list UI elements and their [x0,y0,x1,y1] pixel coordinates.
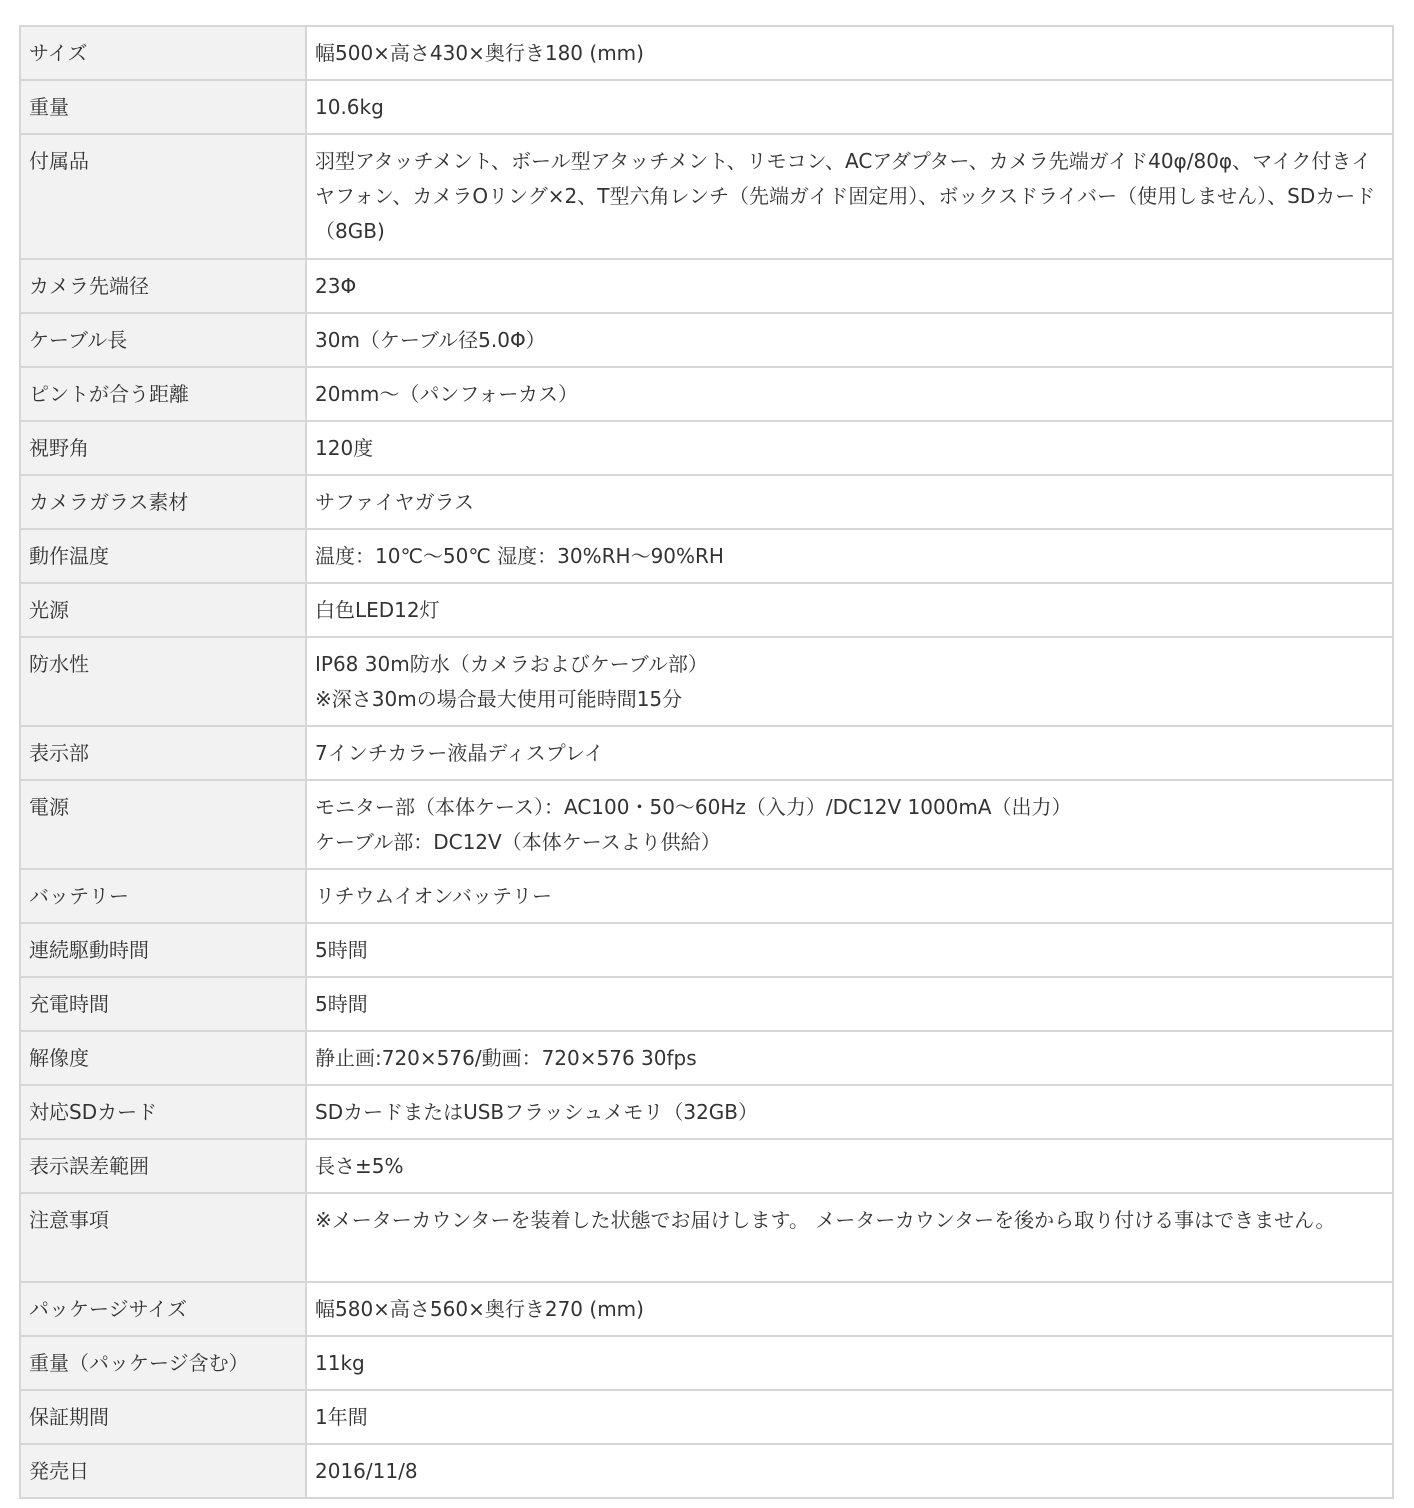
spec-label: 表示部 [20,726,306,780]
spec-value-line: モニター部（本体ケース）：AC100・50～60Hz（入力）/DC12V 1000mA（出力） [315,795,1072,819]
spec-value-line: 5時間 [315,938,368,962]
spec-value-line: リチウムイオンバッテリー [315,884,552,908]
spec-value [306,923,1393,977]
spec-label: 注意事項 [20,1193,306,1282]
spec-value [306,1193,1393,1282]
spec-value [306,1282,1393,1336]
spec-value-line: ※メーターカウンターを装着した状態でお届けします。 メーターカウンターを後から取り付ける事はできません。 [315,1208,1336,1232]
spec-value [306,421,1393,475]
spec-value-line: 30m（ケーブル径5.0Φ） [315,328,546,352]
spec-row-accessories [20,134,1393,259]
spec-label: 付属品 [20,134,306,259]
spec-row-operating-temperature [20,529,1393,583]
spec-value-line: サファイヤガラス [315,490,474,514]
spec-value-line: 5時間 [315,992,368,1016]
spec-value-line: SDカードまたはUSBフラッシュメモリ（32GB） [315,1100,759,1124]
spec-label: ケーブル長 [20,313,306,367]
spec-value [306,1031,1393,1085]
spec-value-line: 11kg [315,1351,365,1375]
spec-row-light-source [20,583,1393,637]
spec-value-line: ※深さ30mの場合最大使用可能時間15分 [315,687,683,711]
spec-value-line: 幅500×高さ430×奥行き180 (mm) [315,41,644,65]
spec-value [306,1390,1393,1444]
spec-row-warranty [20,1390,1393,1444]
spec-value-line: 羽型アタッチメント、ボール型アタッチメント、リモコン、ACアダプター、カメラ先端ガイド40φ/80φ、マイク付きイヤフォン、カメラOリング×2、T型六角レンチ（先端ガイド固定用）、ボックスドライバー（使用しません）、SDカード（8GB) [315,149,1376,243]
spec-label: 保証期間 [20,1390,306,1444]
spec-row-weight [20,80,1393,134]
spec-value [306,869,1393,923]
spec-value [306,1444,1393,1498]
spec-label: 重量 [20,80,306,134]
spec-row-camera-tip-diameter [20,259,1393,313]
spec-row-notes [20,1193,1393,1282]
spec-label: 対応SDカード [20,1085,306,1139]
spec-value [306,726,1393,780]
spec-label: 防水性 [20,637,306,726]
spec-row-display-error [20,1139,1393,1193]
spec-row-release-date [20,1444,1393,1498]
spec-label: 充電時間 [20,977,306,1031]
spec-table [19,25,1394,1499]
spec-label: 光源 [20,583,306,637]
spec-label: 解像度 [20,1031,306,1085]
spec-label: ピントが合う距離 [20,367,306,421]
spec-value-line: 120度 [315,436,374,460]
spec-value [306,80,1393,134]
spec-table-body [20,26,1393,1498]
spec-label: 重量（パッケージ含む） [20,1336,306,1390]
spec-value [306,475,1393,529]
spec-row-battery [20,869,1393,923]
spec-label: 表示誤差範囲 [20,1139,306,1193]
spec-value [306,1139,1393,1193]
spec-row-waterproof [20,637,1393,726]
spec-value-line: 温度：10℃～50℃ 湿度：30%RH～90%RH [315,544,724,568]
spec-value [306,367,1393,421]
spec-value [306,26,1393,80]
spec-value-line: ケーブル部：DC12V（本体ケースより供給） [315,830,721,854]
spec-value [306,977,1393,1031]
spec-row-size [20,26,1393,80]
spec-row-power [20,780,1393,869]
spec-value-line: 2016/11/8 [315,1459,418,1483]
spec-row-package-size [20,1282,1393,1336]
spec-value-line: 白色LED12灯 [315,598,440,622]
spec-label: 視野角 [20,421,306,475]
spec-row-display [20,726,1393,780]
spec-value [306,529,1393,583]
spec-row-sd-card [20,1085,1393,1139]
spec-label: 連続駆動時間 [20,923,306,977]
spec-row-resolution [20,1031,1393,1085]
spec-row-glass-material [20,475,1393,529]
spec-row-runtime [20,923,1393,977]
spec-value [306,583,1393,637]
spec-value-line: 長さ±5% [315,1154,404,1178]
spec-value-line: 20mm～（パンフォーカス） [315,382,579,406]
spec-label: サイズ [20,26,306,80]
spec-value [306,1336,1393,1390]
spec-value [306,780,1393,869]
spec-value-line: 幅580×高さ560×奥行き270 (mm) [315,1297,644,1321]
spec-label: 電源 [20,780,306,869]
spec-value [306,637,1393,726]
spec-row-charge-time [20,977,1393,1031]
spec-label: 発売日 [20,1444,306,1498]
spec-label: バッテリー [20,869,306,923]
spec-value [306,259,1393,313]
spec-value-line: 10.6kg [315,95,384,119]
spec-value-line: 7インチカラー液晶ディスプレイ [315,741,604,765]
spec-label: 動作温度 [20,529,306,583]
spec-row-view-angle [20,421,1393,475]
spec-row-focus-distance [20,367,1393,421]
spec-value [306,313,1393,367]
spec-row-cable-length [20,313,1393,367]
spec-label: カメラ先端径 [20,259,306,313]
spec-value [306,134,1393,259]
spec-value-line: 静止画:720×576/動画：720×576 30fps [315,1046,697,1070]
spec-label: パッケージサイズ [20,1282,306,1336]
spec-value [306,1085,1393,1139]
spec-value-line: 1年間 [315,1405,368,1429]
spec-row-package-weight [20,1336,1393,1390]
spec-value-line: IP68 30m防水（カメラおよびケーブル部） [315,652,708,676]
spec-label: カメラガラス素材 [20,475,306,529]
spec-value-line: 23Φ [315,274,357,298]
